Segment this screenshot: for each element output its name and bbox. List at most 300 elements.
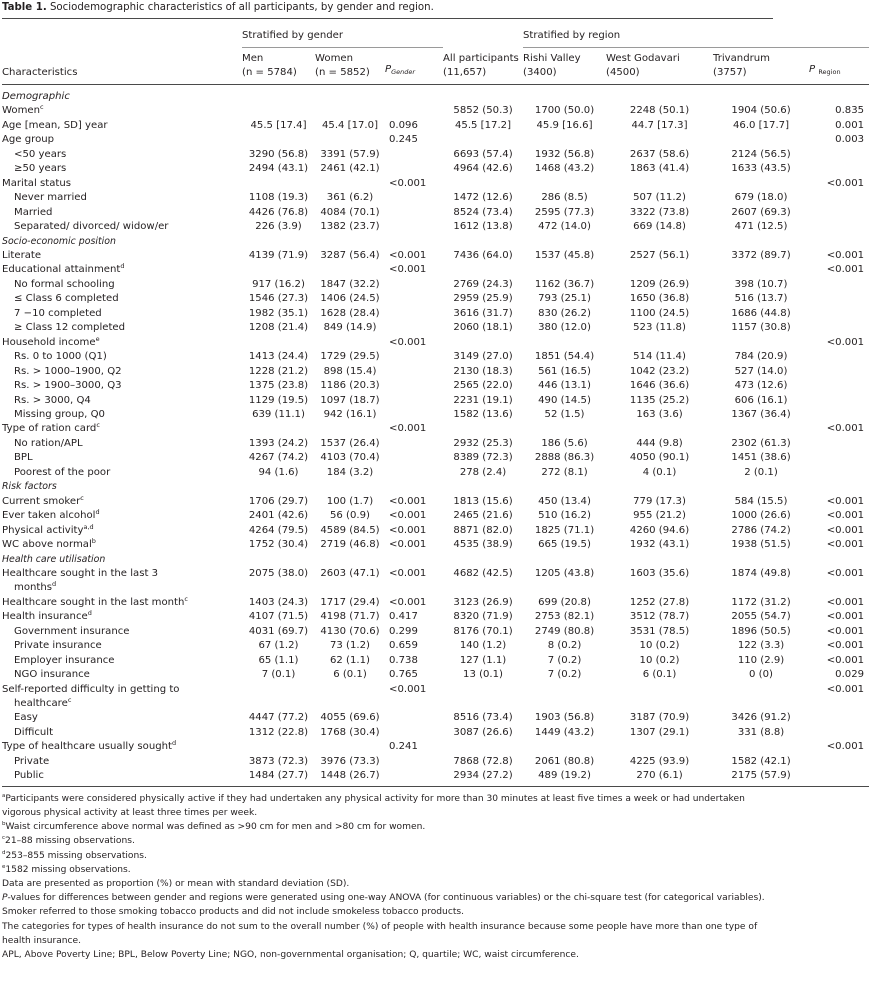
table-row [2,639,869,653]
women-value: 4130 (70.6) [320,625,380,637]
trivandrum-value: 1686 (44.8) [731,307,791,319]
men-value: 4107 (71.5) [248,611,309,623]
header-rishi-valley: Rishi Valley (3400) [523,53,581,78]
west-godavari-value [606,422,713,436]
table-row [2,307,869,321]
sociodemographic-table [2,19,869,787]
p-region-value [809,726,869,740]
row-label: Never married [14,192,87,204]
row-label: Age [mean, SD] year [2,119,108,131]
table-row [2,668,869,682]
row-label: Healthcare sought in the last 3 months$^d$ [2,567,159,594]
footnote-marker: c [96,421,100,430]
p-gender-value [385,350,443,364]
women-value [315,740,385,754]
rishi-valley-value: 2749 (80.8) [534,625,595,637]
p-gender-value: <0.001 [389,264,427,276]
table-row [2,191,869,205]
all-participants-value: 1813 (15.6) [453,495,513,507]
p-gender-value [385,104,443,118]
all-participants-value: 2769 (24.3) [453,278,513,290]
row-label: Current smoker$^c$ [2,493,84,507]
p-gender-value: <0.001 [389,683,427,695]
trivandrum-value: 3372 (89.7) [731,249,791,261]
p-region-value: <0.001 [826,264,865,276]
west-godavari-value: 10 (0.2) [639,640,680,652]
footnote: $^d$253–855 missing observations. [2,849,147,861]
west-godavari-value [606,177,713,191]
table-caption [2,0,773,15]
p-region-value [809,769,869,783]
rishi-valley-value [523,336,606,350]
rishi-valley-value: 446 (13.1) [538,380,591,392]
row-label: ≥50 years [14,163,67,175]
women-value [315,336,385,350]
p-gender-value [385,379,443,393]
west-godavari-value: 1100 (24.5) [629,307,690,319]
women-value: 1186 (20.3) [320,380,380,392]
rishi-valley-value: 1537 (45.8) [534,249,595,261]
all-participants-value: 3087 (26.6) [453,726,513,738]
row-label: Private insurance [14,640,102,652]
p-gender-value [385,711,443,725]
west-godavari-value [606,336,713,350]
p-gender-value [385,466,443,480]
table-row [2,133,869,147]
table-row [2,524,869,538]
p-gender-value: 0.245 [389,134,418,146]
table-row [2,495,869,509]
all-participants-value: 3123 (26.9) [453,596,513,608]
men-value: 2494 (43.1) [248,163,309,175]
rishi-valley-value: 52 (1.5) [544,408,585,420]
row-label: ≤ Class 6 completed [14,293,119,305]
men-value: 917 (16.2) [252,278,305,290]
p-region-value [809,711,869,725]
p-region-value [809,350,869,364]
p-gender-value [385,365,443,379]
row-label: Difficult [14,726,54,738]
table-caption-text: Sociodemographic characteristics of all participants, by gender and region. [49,2,434,13]
p-region-value: <0.001 [826,423,865,435]
p-region-value [809,191,869,205]
p-gender-value [385,278,443,292]
all-participants-value: 1472 (12.6) [453,192,513,204]
rishi-valley-value: 7 (0.2) [547,669,582,681]
all-participants-value: 4964 (42.6) [453,163,513,175]
row-label: Type of healthcare usually sought$^d$ [2,739,177,753]
table-row [2,394,869,408]
header-p-region: P $_{Region}$ [809,63,841,76]
trivandrum-value: 471 (12.5) [734,221,788,233]
all-participants-value: 2932 (25.3) [453,437,513,449]
all-participants-value: 127 (1.1) [459,654,507,666]
women-value: 1717 (29.4) [320,596,380,608]
women-value: 184 (3.2) [326,466,374,478]
all-participants-value: 8389 (72.3) [453,452,513,464]
row-label: No ration/APL [14,437,83,449]
footnote: $^a$Participants were considered physically active if they had undertaken any physical activity for more than 30 minutes at least five times a week or had undertaken vigorous physical activity at least three times per week. [2,792,745,818]
row-label: Physical activity$^{a,d}$ [2,522,94,536]
table-row [2,726,869,740]
trivandrum-value: 2055 (54.7) [731,611,791,623]
women-value: 1448 (26.7) [320,770,380,782]
women-value [315,422,385,436]
row-label: Rs. > 1900–3000, Q3 [14,380,122,392]
p-gender-value [385,451,443,465]
west-godavari-value: 955 (21.2) [633,510,686,522]
p-gender-value [385,307,443,321]
all-participants-value: 8524 (73.4) [453,206,513,218]
section-label: Demographic [2,91,70,102]
table-row [2,711,869,725]
women-value: 2461 (42.1) [320,163,380,175]
p-region-value: <0.001 [826,567,865,579]
west-godavari-value: 1252 (27.8) [629,596,690,608]
women-value: 2603 (47.1) [320,567,380,579]
trivandrum-value: 46.0 [17.7] [732,119,790,131]
women-value: 73 (1.2) [330,640,370,652]
women-value: 45.4 [17.0] [321,119,379,131]
women-value: 849 (14.9) [323,322,377,334]
p-region-value: 0.001 [835,119,865,131]
footnote: P-values for differences between gender and regions were generated using one-way ANOVA (for continuous variables) or the chi-square test (for categorical variables). [2,893,765,904]
rishi-valley-value [523,263,606,277]
row-label: Employer insurance [14,654,115,666]
table-row [2,769,869,783]
men-value [242,133,315,147]
women-value: 4198 (71.7) [320,611,380,623]
rishi-valley-value: 830 (26.2) [538,307,591,319]
header-west-godavari: West Godavari (4500) [606,53,680,78]
women-value: 1537 (26.4) [320,437,380,449]
all-participants-value: 1582 (13.6) [453,408,513,420]
p-region-value [809,206,869,220]
p-region-value [809,278,869,292]
west-godavari-value: 3512 (78.7) [629,611,690,623]
table-row [2,119,869,133]
p-region-value: <0.001 [826,654,865,666]
table-row [2,104,869,118]
west-godavari-value: 6 (0.1) [642,669,677,681]
p-gender-value: <0.001 [389,567,427,579]
trivandrum-value [713,740,809,754]
men-value: 3873 (72.3) [248,755,309,767]
rishi-valley-value: 1825 (71.1) [534,524,595,536]
p-gender-value [385,148,443,162]
west-godavari-value: 444 (9.8) [636,437,683,449]
women-value [315,133,385,147]
trivandrum-value: 1904 (50.6) [731,105,791,117]
table-row [2,336,869,350]
trivandrum-value: 516 (13.7) [734,293,788,305]
trivandrum-value [713,422,809,436]
trivandrum-value: 2175 (57.9) [731,770,791,782]
west-godavari-value [606,133,713,147]
row-label: WC above normal$^b$ [2,537,96,551]
women-value: 4103 (70.4) [320,452,380,464]
west-godavari-value: 779 (17.3) [633,495,686,507]
rishi-valley-value: 1162 (36.7) [534,278,595,290]
women-value: 4084 (70.1) [320,206,380,218]
trivandrum-value: 1582 (42.1) [731,755,791,767]
table-caption-label: Table 1. [2,2,47,13]
men-value [242,104,315,118]
p-gender-value [385,162,443,176]
row-label: NGO insurance [14,669,90,681]
p-gender-value: <0.001 [389,539,427,551]
west-godavari-value: 4260 (94.6) [629,524,690,536]
west-godavari-value: 669 (14.8) [633,221,686,233]
table-row [2,220,869,234]
men-value: 226 (3.9) [255,221,302,233]
p-region-value: 0.029 [835,669,865,681]
table-footnotes [2,792,773,962]
rishi-valley-value: 380 (12.0) [538,322,591,334]
trivandrum-value [713,683,809,712]
rishi-valley-value: 1851 (54.4) [534,351,595,363]
rishi-valley-value: 1205 (43.8) [534,567,595,579]
table-row [2,292,869,306]
trivandrum-value: 0 (0) [749,669,773,681]
p-region-value [809,437,869,451]
women-value: 100 (1.7) [326,495,374,507]
p-region-value: <0.001 [826,625,865,637]
section-label: Health care utilisation [2,553,106,565]
trivandrum-value: 584 (15.5) [734,495,788,507]
men-value: 3290 (56.8) [248,148,309,160]
men-value: 94 (1.6) [258,466,299,478]
row-label: Women$^c$ [2,103,44,117]
header-women: Women (n = 5852) [315,53,370,78]
row-label: Poorest of the poor [14,466,111,478]
all-participants-value: 278 (2.4) [459,466,507,478]
p-gender-value: <0.001 [389,423,427,435]
footnote-marker: a,d [83,522,94,531]
trivandrum-value [713,336,809,350]
men-value: 1484 (27.7) [248,770,309,782]
footnote-marker: d [120,262,125,271]
all-participants-value: 3616 (31.7) [453,307,513,319]
women-value: 6 (0.1) [333,669,367,681]
women-value [315,683,385,712]
rishi-valley-value: 1700 (50.0) [534,105,595,117]
all-participants-value [443,263,523,277]
p-region-value: <0.001 [826,683,865,695]
row-label: Household income$^e$ [2,334,100,348]
all-participants-value: 4682 (42.5) [453,567,513,579]
footnote-marker: b [2,821,6,828]
table-row [2,755,869,769]
trivandrum-value [713,177,809,191]
men-value: 1228 (21.2) [248,365,309,377]
men-value: 2075 (38.0) [248,567,309,579]
west-godavari-value: 3531 (78.5) [629,625,690,637]
all-participants-value [443,177,523,191]
p-region-value: <0.001 [826,510,865,522]
west-godavari-value: 270 (6.1) [636,770,683,782]
trivandrum-value: 606 (16.1) [734,394,788,406]
footnote-marker: e [95,334,100,343]
footnote-marker: c [40,103,44,112]
men-value: 65 (1.1) [258,654,299,666]
footnote-marker: c [67,696,72,705]
p-gender-value [385,769,443,783]
footnote-marker: c [184,594,188,603]
all-participants-value: 2130 (18.3) [453,365,513,377]
p-gender-value [385,292,443,306]
rishi-valley-value: 286 (8.5) [541,192,588,204]
men-value: 45.5 [17.4] [250,119,307,131]
women-value: 1097 (18.7) [320,394,380,406]
all-participants-value: 2565 (22.0) [453,380,513,392]
p-region-value: <0.001 [826,539,865,551]
table-row [2,567,869,596]
west-godavari-value: 3322 (73.8) [629,206,690,218]
rishi-valley-value [523,422,606,436]
p-gender-value: <0.001 [389,177,427,189]
footnote: Data are presented as proportion (%) or mean with standard deviation (SD). [2,878,350,889]
rishi-valley-value: 45.9 [16.6] [536,119,593,131]
footnote-marker: a [2,792,6,799]
p-gender-value: 0.659 [389,640,418,652]
header-group-gender: Stratified by gender [242,19,443,48]
men-value: 1208 (21.4) [248,322,309,334]
men-value: 1403 (24.3) [248,596,309,608]
trivandrum-value: 1172 (31.2) [731,596,791,608]
trivandrum-value: 1938 (51.5) [731,539,791,551]
p-region-value: <0.001 [826,336,865,348]
women-value: 3976 (73.3) [320,755,380,767]
section-row [2,85,869,105]
p-region-value: <0.001 [826,611,865,623]
men-value: 4426 (76.8) [248,206,309,218]
table-row [2,509,869,523]
men-value: 67 (1.2) [258,640,299,652]
table-row [2,683,869,712]
all-participants-value: 45.5 [17.2] [454,119,512,131]
table-row [2,350,869,364]
bottom-rule [2,784,869,787]
p-gender-value [385,321,443,335]
women-value: 1729 (29.5) [320,351,380,363]
men-value: 1312 (22.8) [248,726,309,738]
rishi-valley-value: 272 (8.1) [541,466,588,478]
p-gender-value [385,437,443,451]
p-gender-value [385,726,443,740]
rishi-valley-value: 699 (20.8) [538,596,591,608]
trivandrum-value: 398 (10.7) [734,278,788,290]
west-godavari-value: 10 (0.2) [639,654,680,666]
table-row [2,379,869,393]
west-godavari-value: 1042 (23.2) [629,365,690,377]
women-value: 4589 (84.5) [320,524,380,536]
footnote: $^e$1582 missing observations. [2,863,131,875]
row-label: ≥ Class 12 completed [14,322,126,334]
men-value: 1108 (19.3) [248,192,309,204]
men-value: 1706 (29.7) [248,495,309,507]
men-value: 1982 (35.1) [248,307,309,319]
header-all-participants: All participants (11,657) [443,53,519,78]
table-row [2,466,869,480]
trivandrum-value: 2 (0.1) [744,466,778,478]
women-value: 56 (0.9) [330,510,370,522]
p-region-value [809,292,869,306]
women-value [315,263,385,277]
west-godavari-value: 1646 (36.6) [629,380,690,392]
footnote: $^c$21–88 missing observations. [2,835,135,847]
footnote: The categories for types of health insurance do not sum to the overall number (%) of people with health insurance because some people have more than one type of health insurance. [2,921,758,946]
women-value: 3391 (57.9) [320,148,380,160]
west-godavari-value: 523 (11.8) [633,322,686,334]
west-godavari-value: 4 (0.1) [642,466,677,478]
women-value: 942 (16.1) [323,408,377,420]
row-label: Health insurance$^d$ [2,609,92,623]
trivandrum-value: 473 (12.6) [734,380,788,392]
footnote-marker: d [52,580,57,589]
west-godavari-value: 44.7 [17.3] [631,119,688,131]
table-row [2,610,869,624]
trivandrum-value: 2607 (69.3) [731,206,791,218]
rishi-valley-value: 450 (13.4) [538,495,591,507]
rishi-valley-value [523,177,606,191]
men-value: 1752 (30.4) [248,539,309,551]
p-gender-value [385,394,443,408]
table-row [2,206,869,220]
all-participants-value: 7868 (72.8) [453,755,513,767]
footnote-marker: c [80,493,84,502]
footnote-marker: c [2,835,6,842]
women-value: 1382 (23.7) [320,221,380,233]
west-godavari-value: 1603 (35.6) [629,567,690,579]
rishi-valley-value: 2753 (82.1) [534,611,595,623]
p-gender-value: <0.001 [389,249,427,261]
trivandrum-value: 1000 (26.6) [731,510,791,522]
trivandrum-value: 1157 (30.8) [731,322,791,334]
footnote: $^b$Waist circumference above normal was defined as >90 cm for men and >80 cm for women. [2,821,426,833]
rishi-valley-value [523,133,606,147]
footnote-marker: b [91,537,96,546]
trivandrum-value: 2124 (56.5) [731,148,791,160]
row-label: Married [14,206,53,218]
west-godavari-value [606,263,713,277]
p-region-value: <0.001 [826,640,865,652]
rishi-valley-value: 1932 (56.8) [534,148,595,160]
row-label: Age group [2,134,55,146]
west-godavari-value: 1863 (41.4) [629,163,690,175]
trivandrum-value: 2786 (74.2) [731,524,791,536]
table-row [2,263,869,277]
header-characteristics: Characteristics [2,66,78,78]
p-region-value [809,394,869,408]
men-value: 2401 (42.6) [248,510,309,522]
all-participants-value: 2934 (27.2) [453,770,513,782]
rishi-valley-value [523,740,606,754]
p-region-value: <0.001 [826,249,865,261]
p-region-value [809,148,869,162]
men-value: 639 (11.1) [252,408,305,420]
rishi-valley-value: 510 (16.2) [538,510,591,522]
p-gender-value [385,220,443,234]
row-label: Government insurance [14,625,130,637]
men-value [242,422,315,436]
p-gender-value: <0.001 [389,510,427,522]
table-row [2,422,869,436]
p-gender-value [385,191,443,205]
all-participants-value: 2231 (19.1) [453,394,513,406]
women-value: 3287 (56.4) [320,249,380,261]
rishi-valley-value [523,683,606,712]
